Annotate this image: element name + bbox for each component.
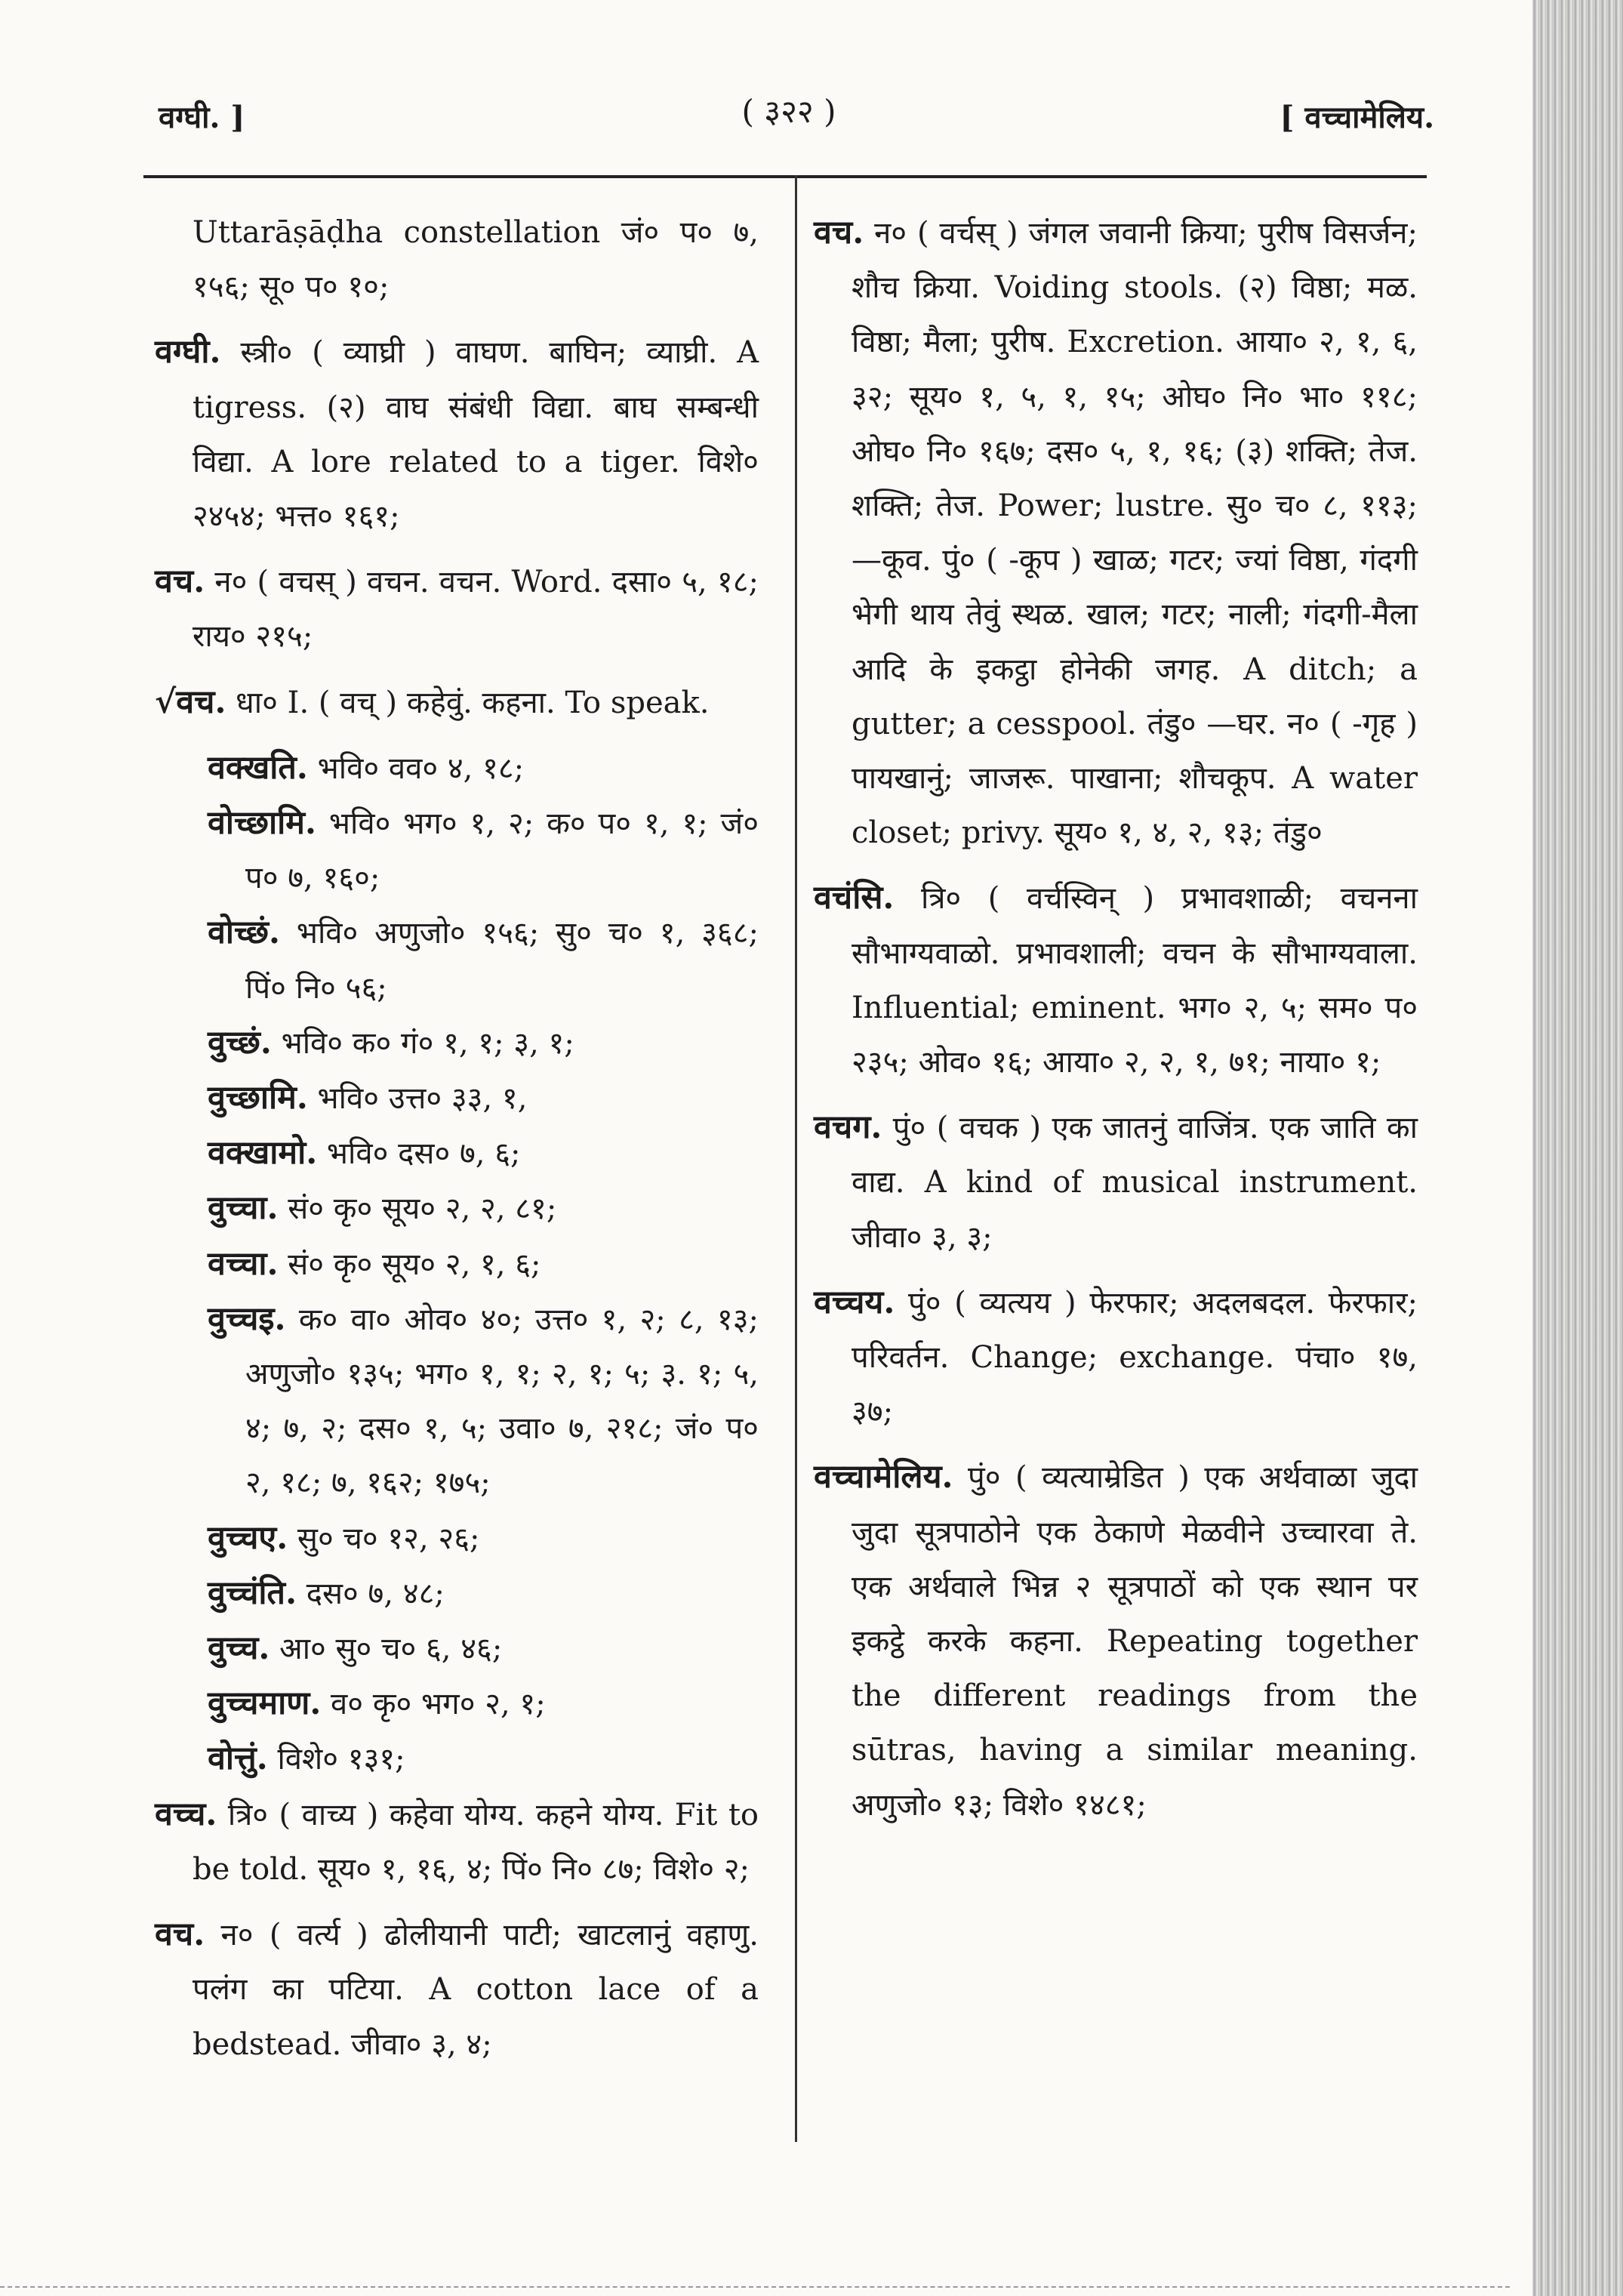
entry-definition: त्रि० ( वर्चस्विन् ) प्रभावशाळी; वचनना सौभाग्यवाळो. प्रभावशाली; वचन के सौभाग्यवाला. Influential; eminent. भग० २, ५; सम० प० २३५; ओव० १६; आया० २, २, १, ७१; नाया० १; [852,881,1418,1080]
dictionary-subentry [155,1511,759,1566]
entry-definition: स्त्री० ( व्याघ्री ) वाघण. बाघिन; व्याघ्री. A tigress. (२) वाघ संबंधी विद्या. बाघ सम्बन्धी विद्या. A lore related to a tiger. विशे० २४५४; भत्त० १६१; [192,335,759,535]
entry-definition: पुं० ( व्यत्यय ) फेरफार; अदलबदल. फेरफार; परिवर्तन. Change; exchange. पंचा० १७, ३७; [852,1285,1418,1430]
dictionary-subentry [155,1126,759,1181]
entry-headword: वच्चामेलिय. [814,1458,953,1496]
entry-headword: वच्चय. [814,1283,895,1321]
dictionary-entry [155,554,759,664]
entry-definition: सं० कृ० सूय० २, १, ६; [278,1247,541,1282]
entry-definition: त्रि० ( वाच्य ) कहेवा योग्य. कहने योग्य. Fit to be told. सूय० १, १६, ४; पिं० नि० ८७; विशे० २; [192,1797,759,1887]
entry-definition: भवि० उत्त० ३३, १, [307,1081,528,1117]
dictionary-subentry [155,741,759,796]
entry-headword: √वच. [155,683,226,721]
dictionary-subentry [155,1621,759,1676]
entry-definition: दस० ७, ४८; [297,1576,445,1611]
entry-headword: वच. [814,214,864,251]
running-head-left: वग्घी. ] [159,100,245,135]
entry-headword: वच. [155,1915,205,1954]
entry-definition: न० ( वर्चस् ) जंगल जवानी क्रिया; पुरीष विसर्जन; शौच क्रिया. Voiding stools. (२) विष्ठा; मळ. विष्ठा; मैला; पुरीष. Excretion. आया० २, १, ६, ३२; सूय० १, ५, १, १५; ओघ० नि० भा० ११८; ओघ० नि० १६७; दस० ५, १, १६; (३) शक्ति; तेज. शक्ति; तेज. Power; lustre. सु० च० ८, ११३; —कूव. पुं० ( -कूप ) खाळ; गटर; ज्यां विष्ठा, गंदगी भेगी थाय तेवुं स्थळ. खाल; गटर; नाली; गंदगी-मैला आदि के इकट्ठा होनेकी जगह. A ditch; a gutter; a cesspool. तंडु० —घर. न० ( -गृह ) पायखानुं; जाजरू. पाखाना; शौचकूप. A water closet; privy. सूय० १, ४, २, १३; तंडु० [852,216,1418,851]
footer-rule [0,2286,1510,2288]
entry-headword: वचंसि. [814,879,895,917]
entry-definition: आ० सु० च० ६, ४६; [269,1632,503,1667]
header-rule [143,175,1427,178]
entry-headword: वुच्चा. [208,1189,279,1228]
entry-headword: वुच्छं. [208,1023,272,1062]
dictionary-entry [814,205,1418,860]
entry-definition: पुं० ( वचक ) एक जातनुं वाजिंत्र. एक जाति का वाद्य. A kind of musical instrument. जीवा० ३, ३; [852,1111,1418,1255]
entry-headword: वुच्छामि. [208,1079,308,1117]
entry-headword: वोच्छामि. [208,804,316,843]
entry-headword: वुच्चमाण. [208,1684,322,1723]
entry-definition: धा० I. ( वच् ) कहेवुं. कहना. To speak. [226,685,710,720]
entry-definition: Uttarāṣāḍha constellation जं० प० ७, १५६; सू० प० १०; [192,215,759,305]
entry-definition: सु० च० १२, २६; [288,1521,480,1556]
entry-headword: वच्चा. [208,1244,279,1283]
entry-definition: विशे० १३१; [267,1742,405,1777]
right-column [814,205,1418,1843]
entry-headword: वुच्चंति. [208,1573,297,1612]
dictionary-subentry [155,1731,759,1786]
entry-headword: वुच्च. [208,1629,270,1668]
dictionary-subentry [155,1237,759,1292]
dictionary-subentry [155,1292,759,1511]
dictionary-subentry [155,1676,759,1731]
dictionary-entry [814,1450,1418,1832]
entry-headword: वोच्छं. [208,914,280,952]
entry-headword: वुच्चए. [208,1518,288,1557]
entry-headword: वुच्चइ. [208,1299,286,1338]
entry-headword: वच्च. [155,1795,217,1833]
entry-definition: भवि० भग० १, २; क० प० १, १; जं० प० ७, १६०; [245,806,759,896]
entry-definition: सं० कृ० सूय० २, २, ८१; [278,1191,557,1227]
scan-page-edge [1532,0,1623,2296]
page-number: ( ३२२ ) [741,93,836,130]
entry-headword: वोत्तुं. [208,1740,268,1778]
entry-definition: पुं० ( व्यत्याम्रेडित ) एक अर्थवाळा जुदा जुदा सूत्रपाठोने एक ठेकाणे मेळवीने उच्चारवा ते. एक अर्थवाले भिन्न २ सूत्रपाठों को एक स्थान पर इकट्ठे करके कहना. Repeating together the different readings from the sūtras, having a similar meaning. अणुजो० १३; विशे० १४८१; [852,1460,1418,1823]
entry-definition: भवि० वव० ४, १८; [307,750,525,786]
dictionary-entry [155,675,759,730]
running-head-right: [ वच्चामेलिय. [1280,100,1434,135]
dictionary-entry [155,1787,759,1897]
entry-definition: भवि० दस० ७, ६; [317,1136,521,1172]
dictionary-entry [814,871,1418,1089]
running-head [143,82,1434,142]
dictionary-subentry [155,1181,759,1236]
dictionary-subentry [155,1071,759,1126]
entry-headword: वक्खामो. [208,1134,318,1173]
entry-headword: वचग. [814,1108,882,1147]
dictionary-subentry [155,796,759,905]
column-divider [795,175,797,2142]
dictionary-entry [155,205,759,314]
entry-headword: वग्घी. [155,333,221,371]
dictionary-subentry [155,1566,759,1621]
entry-definition: व० कृ० भग० २, १; [321,1687,546,1722]
dictionary-entry [814,1275,1418,1440]
entry-headword: वच. [155,562,205,601]
entry-definition: क० वा० ओव० ४०; उत्त० १, २; ८, १३; अणुजो० १३५; भग० १, १; २, १; ५; ३. १; ५, ४; ७, २; दस० १, ५; उवा० ७, २१८; जं० प० २, १८; ७, १६२; १७५; [245,1302,759,1501]
left-column [155,205,759,2082]
dictionary-entry [155,1907,759,2072]
entry-headword: वक्खति. [208,748,308,787]
entry-definition: न० ( वर्त्य ) ढोलीयानी पाटी; खाटलानुं वहाणु. पलंग का पटिया. A cotton lace of a bedstead. जीवा० ३, ४; [192,1918,759,2062]
dictionary-subentry [155,1015,759,1071]
entry-definition: भवि० अणुजो० १५६; सु० च० १, ३६८; पिं० नि० ५६; [245,916,759,1006]
dictionary-subentry [155,905,759,1015]
entry-definition: भवि० क० गं० १, १; ३, १; [271,1025,574,1061]
dictionary-entry [814,1100,1418,1265]
entry-definition: न० ( वचस् ) वचन. वचन. Word. दसा० ५, १८; राय० २१५; [192,565,759,655]
dictionary-entry [155,325,759,544]
